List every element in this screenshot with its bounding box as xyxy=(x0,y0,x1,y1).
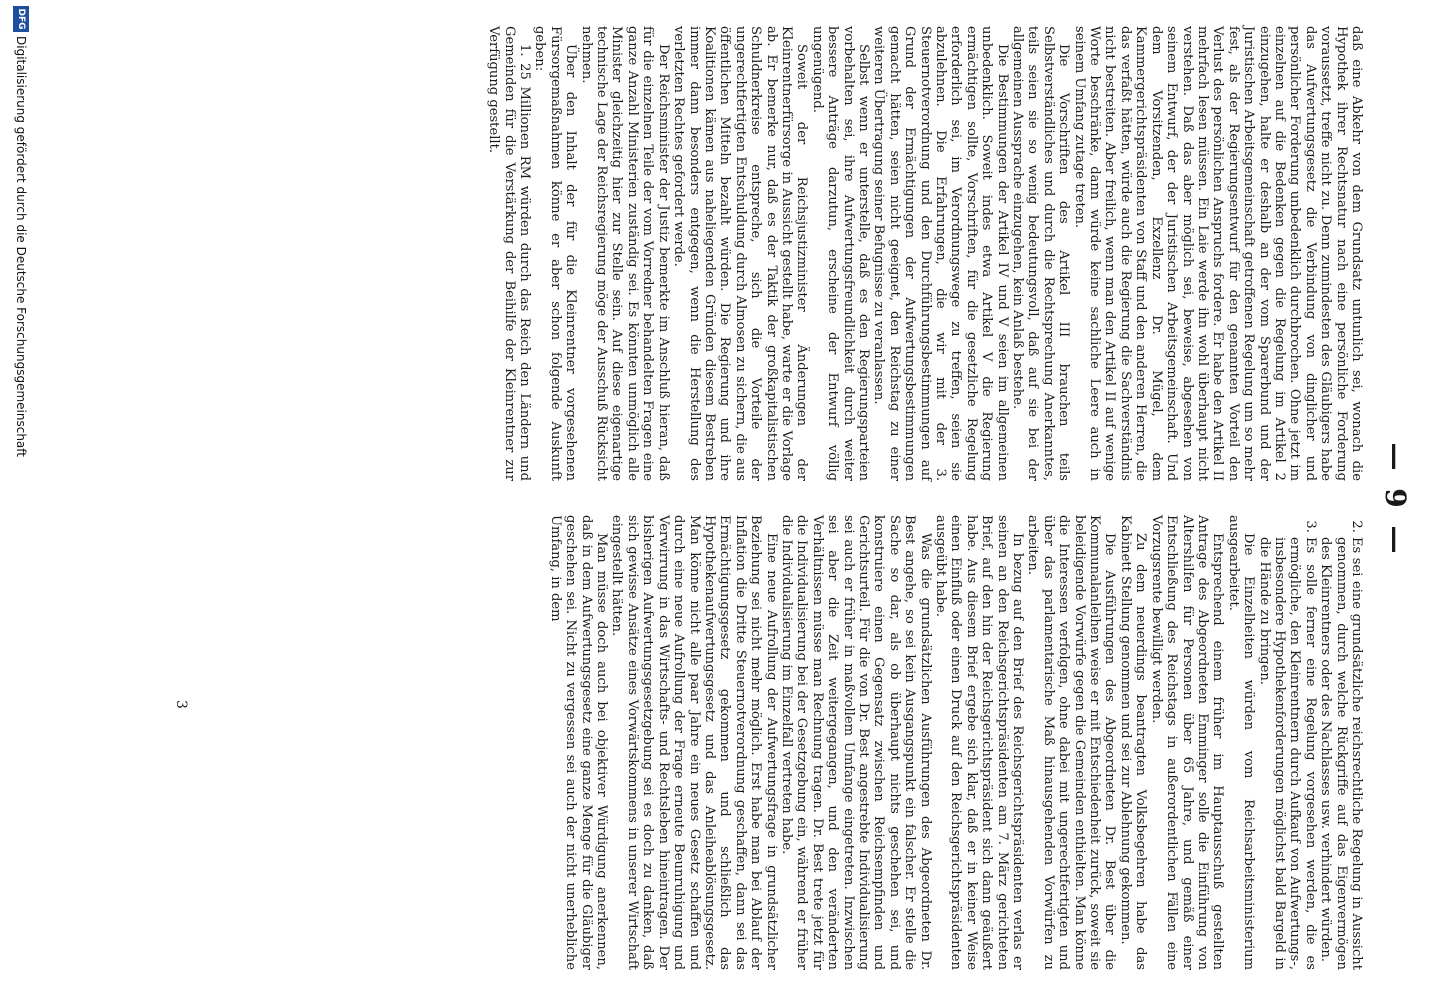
list-item: 3. Es solle ferner eine Regelung vorgesehen werden, die es ermögliche, den Kleinrentnern durch Aufkauf von Aufwertungs-, insbesondere Hypothekenforderungen möglichst bald Bargeld in die Hände zu bringen. xyxy=(1256,537,1318,970)
paragraph: Eine neue Aufrollung der Aufwertungsfrage in grundsätzlicher Beziehung sei nicht mehr möglich. Erst habe man bei Ablauf der Inflation die Dritte Steuernotverordnung geschaffen, dann sei das Ermächtigungsgesetz gekommen und schließlich das Hypothekenaufwertungsgesetz und das Anleiheablösungsgesetz. Man könne nicht alle paar Jahre ein neues Gesetz schaffen und durch eine neue Aufrollung der Frage erneute Beunruhigung und Verwirrung in das Wirtschafts- und Rechtsleben hineintragen. Der bisherigen Aufwertungsgesetzgebung sei es doch zu danken, daß sich gewisse Ansätze eines Vorwärtskommens in unserer Wirtschaft eingestellt hätten. xyxy=(609,515,779,970)
paragraph: 1. 25 Millionen RM würden durch das Reich den Ländern und Gemeinden für die Verstärkung der Beihilfe der Kleinrentner zur Verfügung gestellt. xyxy=(486,26,533,481)
digitization-credit xyxy=(13,6,29,457)
paragraph: Der Reichsminister der Justiz bemerkte im Anschluß hieran, daß für die einzelnen Teile der vom Vorredner behandelten Fragen eine ganze Anzahl Ministerien zuständig sei. Es könnten unmöglich alle Minister gleichzeitig hier zur Stelle sein. Auf diese eigenartige technische Lage der Reichsregierung möge der Ausschuß Rücksicht nehmen. xyxy=(578,26,671,481)
page-number: — 9 — xyxy=(1379,442,1412,558)
paragraph: Die Vorschriften des Artikel III brauchen teils Selbstverständliches und durch die Rechtsprechung Anerkanntes, teils seien sie so wenig bedeutungsvoll, daß auf sie bei der allgemeinen Aussprache einzugehen, kein Anlaß bestehe. xyxy=(1010,26,1072,481)
paragraph: daß eine Abkehr von dem Grundsatz untunlich sei, wonach die Hypothek ihrer Rechtsnatur nach eine persönliche Forderung voraussetzt, treffe nicht zu. Denn zumindesten des Gläubigers habe das Aufwertungsgesetz die Verbindung von dinglicher und persönlicher Forderung unbedenklich durchbrochen. Ohne jetzt im einzelnen auf die Bedenken gegen die Regelung im Artikel 2 einzugehen, halte er deshalb an der vom Sparerbund und der Juristischen Arbeitsgemeinschaft getroffenen Regelung um so mehr fest, als der Regierungsentwurf für den genannten Vorteil den Verlust des persönlichen Anspruchs fordere. Er habe den Artikel II mehrfach lesen müssen. Ein Laie werde ihn wohl überhaupt nicht verstehen. Daß das aber möglich sei, beweise, abgesehen von seinem Entwurf, der der Juristischen Arbeitsgemeinschaft. Und dem Vorsitzenden, Exzellenz Dr. Mügel, dem Kammergerichtspräsidenten von Staff und den anderen Herren, die das verfaßt hätten, würde auch die Regierung die Sachverständnis nicht bestreiten. Aber freilich, wenn man den Artikel II auf wenige Worte beschränke, dann würde keine sachliche Leere auch in seinem Umfang zutage treten. xyxy=(1071,26,1364,481)
paragraph: Die Einzelheiten würden vom Reichsarbeitsministerium ausgearbeitet. xyxy=(1225,515,1257,970)
paragraph: Entsprechend einem früher im Hauptausschuß gestellten Antrage des Abgeordneten Emminger solle die Einführung von Altershilfen für Personen über 65 Jahre, und gemäß einer Entschließung des Reichstags in außerordentlichen Fällen eine Vorzugsrente bewilligt werden. xyxy=(1148,515,1226,970)
dfg-logo: DFG xyxy=(13,6,29,32)
credit-text: Digitalisierung gefördert durch die Deutsche Forschungsgemeinschaft xyxy=(14,36,28,458)
paragraph: Über den Inhalt der für die Kleinrentner vorgesehenen Fürsorgemaßnahmen könne er aber schon folgende Auskunft geben: xyxy=(532,26,579,481)
numbered-list xyxy=(1256,515,1364,970)
paragraph: Man müsse doch auch bei objektiver Würdigung anerkennen, daß in dem Aufwertungsgesetz eine ganze Menge für die Gläubiger geschehen sei. Nicht zu vergessen sei auch der nicht unerhebliche Umfang, in dem xyxy=(547,515,610,970)
paragraph: Selbst wenn er unterstelle, daß es den Regierungsparteien vorbehalten sei, ihre Aufwertungsfreundlichkeit durch weiter bessere Anträge darzutun, erscheine der Entwurf völlig ungenügend. xyxy=(809,26,871,481)
paragraph: Soweit der Reichsjustizminister Änderungen der Kleinrentnerfürsorge in Aussicht gestellt habe, warte er die Vorlage ab. Er bemerke nur, daß es der Taktik der großkapitalistischen Schuldnerkreise entspreche, sich die Vorteile der ungerechtfertigten Entschuldung durch Almosen zu sichern, die aus öffentlichen Mitteln bezahlt würden. Die Regierung und ihre Koalitionen kämen aus naheliegenden Gründen diesem Bestreben immer dann besonders entgegen, wenn die Herstellung des verletzten Rechtes gefordert werde. xyxy=(671,26,810,481)
paragraph: Zu dem neuerdings beantragten Volksbegehren habe das Kabinett Stellung genommen und sei zur Ablehnung gekommen. xyxy=(1117,515,1149,970)
paragraph: Was die grundsätzlichen Ausführungen des Abgeordneten Dr. Best angehe, so sei kein Ausgangspunkt ein falscher. Er stelle die Sache so dar, als ob überhaupt nichts geschehen sei, und konstruiere einen Gegensatz zwischen Reichsempfinden und Gerichtsurteil. Für die von Dr. Best angestrebte Individualisierung sei auch er früher in maßvollem Umfange eingetreten. Inzwischen sei aber die Zeit weitergegangen, und den veränderten Verhältnissen müsse man Rechnung tragen. Dr. Best trete jetzt für die Individualisierung bei der Gesetzgebung ein, während er früher die Individualisierung im Einzelfall vertreten habe. xyxy=(778,515,933,970)
paragraph: Die Ausführungen des Abgeordneten Dr. Best über die Kommunalanleihen weise er mit Entschiedenheit zurück, soweit sie beleidigende Vorwürfe gegen die Gemeinden enthielten. Man könne die Interessen verfolgen, ohne dabei mit ungerechtfertigten und über das parlamentarische Maß hinausgehenden Vorwürfen zu arbeiten. xyxy=(1025,515,1118,970)
paragraph: Die Bestimmungen der Artikel IV und V seien im allgemeinen unbedenklich. Soweit indes etwa Artikel V die Regierung ermächtigen sollte, Vorschriften, für die gesetzliche Regelung erforderlich sei, im Verordnungswege zu treffen, seien sie abzulehnen. Die Erfahrungen, die wir mit der 3. Steuernotverordnung und den Durchführungsbestimmungen auf Grund der Ermächtigungen der Aufwertungsbestimmungen gemacht hätten, seien nicht geeignet, den Reichstag zu einer weiteren Übertragung seiner Befugnisse zu veranlassen. xyxy=(871,26,1010,481)
signature-mark: 3 xyxy=(173,700,189,709)
text-column-right xyxy=(547,515,1364,970)
paragraph: In bezug auf den Brief des Reichsgerichtspräsidenten verlas er seinen an den Reichsgerichtspräsidenten am 7. März gerichteten Brief, auf den hin der Reichsgerichtspräsident sich dann geäußert habe. Aus diesem Brief ergebe sich klar, daß er in keiner Weise einen Einfluß oder einen Druck auf den Reichsgerichtspräsidenten ausgeübt habe. xyxy=(933,515,1026,970)
text-column-left xyxy=(486,26,1364,481)
list-item: 2. Es sei eine grundsätzliche reichsrechtliche Regelung in Aussicht genommen, durch welche Rückgriffe auf das Eigenvermögen des Kleinrentners oder des Nachlasses usw. verhindert würden. xyxy=(1318,537,1364,970)
